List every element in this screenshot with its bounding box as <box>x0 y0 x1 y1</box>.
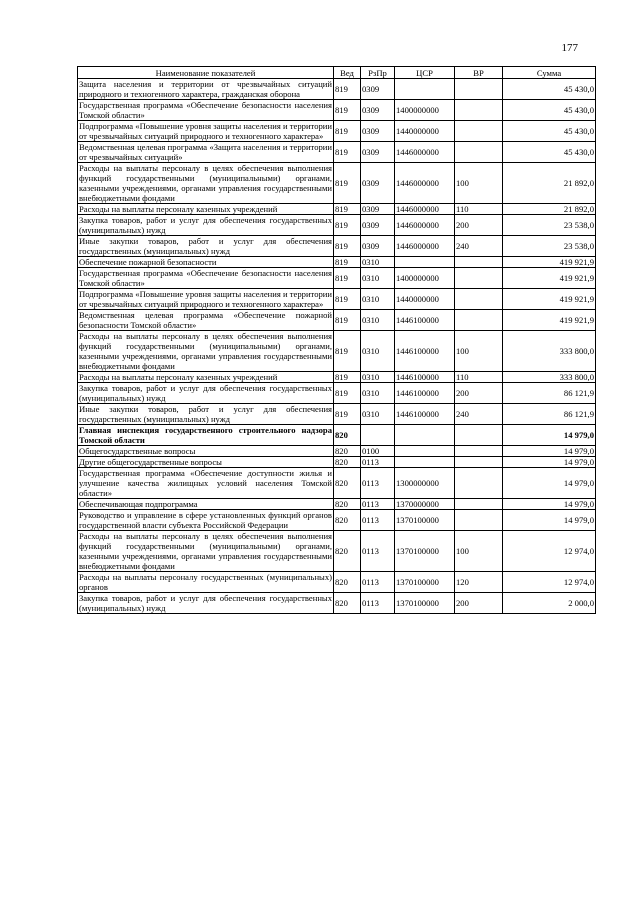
cell-sum: 419 921,9 <box>503 257 596 268</box>
table-row <box>78 204 596 215</box>
cell-rzpr: 0309 <box>361 215 395 236</box>
cell-vr <box>455 510 503 531</box>
cell-name: Подпрограмма «Повышение уровня защиты населения и территории от чрезвычайных ситуаций природного и техногенного характера» <box>79 289 332 309</box>
cell-name: Расходы на выплаты персоналу казенных учреждений <box>78 204 334 215</box>
cell-vr: 200 <box>455 383 503 404</box>
cell-csr <box>395 457 455 468</box>
header-sum: Сумма <box>503 67 596 79</box>
cell-csr: 1440000000 <box>395 121 455 142</box>
cell-rzpr: 0310 <box>361 372 395 383</box>
table-row <box>78 100 596 121</box>
cell-csr: 1446000000 <box>395 142 455 163</box>
cell-csr: 1446000000 <box>395 215 455 236</box>
table-row <box>78 531 596 572</box>
cell-name: Расходы на выплаты персоналу государственных (муниципальных) органов <box>79 572 332 592</box>
cell-vr <box>455 425 503 446</box>
cell-ved: 819 <box>334 257 361 268</box>
cell-ved: 820 <box>334 531 361 572</box>
cell-csr: 1446000000 <box>395 236 455 257</box>
cell-name: Расходы на выплаты персоналу в целях обеспечения выполнения функций государственными (муниципальными) органами, казенными учреждениями, органами управления государственными внебюджетными фондами <box>79 331 332 371</box>
cell-rzpr: 0309 <box>361 163 395 204</box>
cell-ved: 819 <box>334 236 361 257</box>
cell-sum: 419 921,9 <box>503 289 596 310</box>
cell-vr: 120 <box>455 572 503 593</box>
cell-sum: 14 979,0 <box>503 499 596 510</box>
cell-name: Ведомственная целевая программа «Защита населения и территории от чрезвычайных ситуаций» <box>79 142 332 162</box>
cell-ved: 819 <box>334 404 361 425</box>
cell-vr <box>455 468 503 499</box>
cell-csr: 1446100000 <box>395 404 455 425</box>
cell-ved: 819 <box>334 215 361 236</box>
table-row <box>78 425 596 446</box>
cell-rzpr: 0310 <box>361 268 395 289</box>
cell-rzpr <box>361 425 395 446</box>
table-row <box>78 446 596 457</box>
cell-sum: 21 892,0 <box>503 204 596 215</box>
table-row <box>78 499 596 510</box>
cell-ved: 819 <box>334 372 361 383</box>
cell-name: Государственная программа «Обеспечение безопасности населения Томской области» <box>79 268 332 288</box>
table-row <box>78 593 596 614</box>
cell-vr <box>455 289 503 310</box>
cell-ved: 819 <box>334 142 361 163</box>
cell-name: Иные закупки товаров, работ и услуг для обеспечения государственных (муниципальных) нужд <box>79 404 332 424</box>
cell-vr <box>455 268 503 289</box>
header-rzpr: РзПр <box>361 67 395 79</box>
cell-ved: 819 <box>334 268 361 289</box>
cell-vr: 100 <box>455 163 503 204</box>
cell-vr: 100 <box>455 331 503 372</box>
cell-rzpr: 0113 <box>361 468 395 499</box>
cell-sum: 12 974,0 <box>503 531 596 572</box>
cell-vr: 110 <box>455 372 503 383</box>
cell-rzpr: 0113 <box>361 510 395 531</box>
cell-sum: 45 430,0 <box>503 79 596 100</box>
cell-sum: 45 430,0 <box>503 100 596 121</box>
table-row <box>78 289 596 310</box>
header-csr: ЦСР <box>395 67 455 79</box>
cell-rzpr: 0309 <box>361 236 395 257</box>
cell-vr <box>455 310 503 331</box>
cell-csr: 1446100000 <box>395 383 455 404</box>
table-row <box>78 572 596 593</box>
cell-csr: 1446000000 <box>395 163 455 204</box>
cell-vr <box>455 100 503 121</box>
cell-csr <box>395 257 455 268</box>
cell-csr: 1400000000 <box>395 268 455 289</box>
table-row <box>78 236 596 257</box>
cell-rzpr: 0310 <box>361 331 395 372</box>
cell-ved: 820 <box>334 593 361 614</box>
cell-rzpr: 0309 <box>361 142 395 163</box>
cell-csr: 1300000000 <box>395 468 455 499</box>
cell-vr <box>455 79 503 100</box>
cell-name: Расходы на выплаты персоналу в целях обеспечения выполнения функций государственными (муниципальными) органами, казенными учреждениями, органами управления государственными внебюджетными фондами <box>79 163 332 203</box>
table-row <box>78 163 596 204</box>
cell-vr <box>455 446 503 457</box>
cell-name: Обеспечивающая подпрограмма <box>78 499 334 510</box>
cell-rzpr: 0100 <box>361 446 395 457</box>
cell-ved: 819 <box>334 383 361 404</box>
cell-name: Иные закупки товаров, работ и услуг для обеспечения государственных (муниципальных) нужд <box>79 236 332 256</box>
cell-name: Обеспечение пожарной безопасности <box>78 257 334 268</box>
table-row <box>78 331 596 372</box>
table-row <box>78 457 596 468</box>
cell-vr: 200 <box>455 593 503 614</box>
cell-rzpr: 0310 <box>361 383 395 404</box>
cell-csr: 1446100000 <box>395 331 455 372</box>
table-row <box>78 121 596 142</box>
cell-rzpr: 0310 <box>361 289 395 310</box>
cell-ved: 819 <box>334 331 361 372</box>
cell-sum: 12 974,0 <box>503 572 596 593</box>
table-row <box>78 215 596 236</box>
cell-rzpr: 0113 <box>361 572 395 593</box>
cell-sum: 419 921,9 <box>503 268 596 289</box>
cell-ved: 819 <box>334 163 361 204</box>
cell-name: Защита населения и территории от чрезвычайных ситуаций природного и техногенного характера, гражданская оборона <box>79 79 332 99</box>
header-ved: Вед <box>334 67 361 79</box>
cell-sum: 2 000,0 <box>503 593 596 614</box>
cell-vr <box>455 457 503 468</box>
cell-csr: 1370100000 <box>395 531 455 572</box>
cell-sum: 333 800,0 <box>503 331 596 372</box>
cell-vr <box>455 142 503 163</box>
cell-ved: 820 <box>334 510 361 531</box>
table-row <box>78 510 596 531</box>
header-name: Наименование показателей <box>78 67 334 79</box>
cell-rzpr: 0309 <box>361 79 395 100</box>
header-vr: ВР <box>455 67 503 79</box>
cell-ved: 820 <box>334 572 361 593</box>
cell-name: Закупка товаров, работ и услуг для обеспечения государственных (муниципальных) нужд <box>79 593 332 613</box>
page-number: 177 <box>561 42 578 54</box>
cell-rzpr: 0309 <box>361 121 395 142</box>
cell-name: Другие общегосударственные вопросы <box>78 457 334 468</box>
cell-ved: 820 <box>334 468 361 499</box>
table-row <box>78 79 596 100</box>
cell-sum: 333 800,0 <box>503 372 596 383</box>
cell-name: Закупка товаров, работ и услуг для обеспечения государственных (муниципальных) нужд <box>79 383 332 403</box>
cell-ved: 819 <box>334 204 361 215</box>
table-body <box>78 79 596 614</box>
cell-vr <box>455 499 503 510</box>
cell-name: Ведомственная целевая программа «Обеспечение пожарной безопасности Томской области» <box>79 310 332 330</box>
cell-sum: 86 121,9 <box>503 404 596 425</box>
cell-ved: 819 <box>334 79 361 100</box>
table-row <box>78 372 596 383</box>
cell-sum: 86 121,9 <box>503 383 596 404</box>
cell-vr: 110 <box>455 204 503 215</box>
cell-sum: 45 430,0 <box>503 142 596 163</box>
cell-rzpr: 0310 <box>361 310 395 331</box>
cell-csr: 1440000000 <box>395 289 455 310</box>
cell-csr: 1370000000 <box>395 499 455 510</box>
cell-rzpr: 0310 <box>361 404 395 425</box>
cell-vr: 200 <box>455 215 503 236</box>
cell-name: Расходы на выплаты персоналу казенных учреждений <box>78 372 334 383</box>
cell-rzpr: 0309 <box>361 100 395 121</box>
cell-vr: 240 <box>455 404 503 425</box>
cell-sum: 14 979,0 <box>503 468 596 499</box>
cell-rzpr: 0310 <box>361 257 395 268</box>
cell-ved: 820 <box>334 499 361 510</box>
cell-sum: 14 979,0 <box>503 510 596 531</box>
cell-csr: 1370100000 <box>395 572 455 593</box>
cell-csr: 1370100000 <box>395 510 455 531</box>
cell-rzpr: 0113 <box>361 457 395 468</box>
table-row <box>78 310 596 331</box>
cell-vr: 240 <box>455 236 503 257</box>
cell-rzpr: 0113 <box>361 593 395 614</box>
table-row <box>78 468 596 499</box>
table-header-row <box>78 67 596 79</box>
cell-csr: 1446100000 <box>395 310 455 331</box>
cell-sum: 419 921,9 <box>503 310 596 331</box>
cell-ved: 820 <box>334 446 361 457</box>
cell-sum: 23 538,0 <box>503 236 596 257</box>
cell-name: Главная инспекция государственного строительного надзора Томской области <box>79 425 332 445</box>
cell-name: Государственная программа «Обеспечение доступности жилья и улучшение качества жилищных условий населения Томской области» <box>79 468 332 498</box>
budget-table <box>77 66 596 614</box>
cell-ved: 820 <box>334 457 361 468</box>
cell-csr: 1400000000 <box>395 100 455 121</box>
cell-vr <box>455 121 503 142</box>
cell-sum: 21 892,0 <box>503 163 596 204</box>
cell-name: Государственная программа «Обеспечение безопасности населения Томской области» <box>79 100 332 120</box>
table-row <box>78 268 596 289</box>
cell-csr: 1446000000 <box>395 204 455 215</box>
cell-vr: 100 <box>455 531 503 572</box>
cell-csr <box>395 425 455 446</box>
cell-rzpr: 0113 <box>361 499 395 510</box>
cell-csr: 1370100000 <box>395 593 455 614</box>
cell-name: Общегосударственные вопросы <box>78 446 334 457</box>
cell-ved: 819 <box>334 121 361 142</box>
table-row <box>78 404 596 425</box>
cell-sum: 23 538,0 <box>503 215 596 236</box>
cell-csr <box>395 79 455 100</box>
cell-rzpr: 0113 <box>361 531 395 572</box>
cell-sum: 45 430,0 <box>503 121 596 142</box>
cell-csr <box>395 446 455 457</box>
cell-sum: 14 979,0 <box>503 457 596 468</box>
cell-ved: 819 <box>334 310 361 331</box>
cell-rzpr: 0309 <box>361 204 395 215</box>
cell-csr: 1446100000 <box>395 372 455 383</box>
cell-name: Расходы на выплаты персоналу в целях обеспечения выполнения функций государственными (муниципальными) органами, казенными учреждениями, органами управления государственными внебюджетными фондами <box>79 531 332 571</box>
cell-sum: 14 979,0 <box>503 446 596 457</box>
cell-ved: 819 <box>334 289 361 310</box>
table-row <box>78 257 596 268</box>
cell-ved: 820 <box>334 425 361 446</box>
cell-vr <box>455 257 503 268</box>
cell-sum: 14 979,0 <box>503 425 596 446</box>
table-row <box>78 383 596 404</box>
table-row <box>78 142 596 163</box>
cell-ved: 819 <box>334 100 361 121</box>
cell-name: Подпрограмма «Повышение уровня защиты населения и территории от чрезвычайных ситуаций природного и техногенного характера» <box>79 121 332 141</box>
cell-name: Закупка товаров, работ и услуг для обеспечения государственных (муниципальных) нужд <box>79 215 332 235</box>
cell-name: Руководство и управление в сфере установленных функций органов государственной власти субъекта Российской Федерации <box>79 510 332 530</box>
